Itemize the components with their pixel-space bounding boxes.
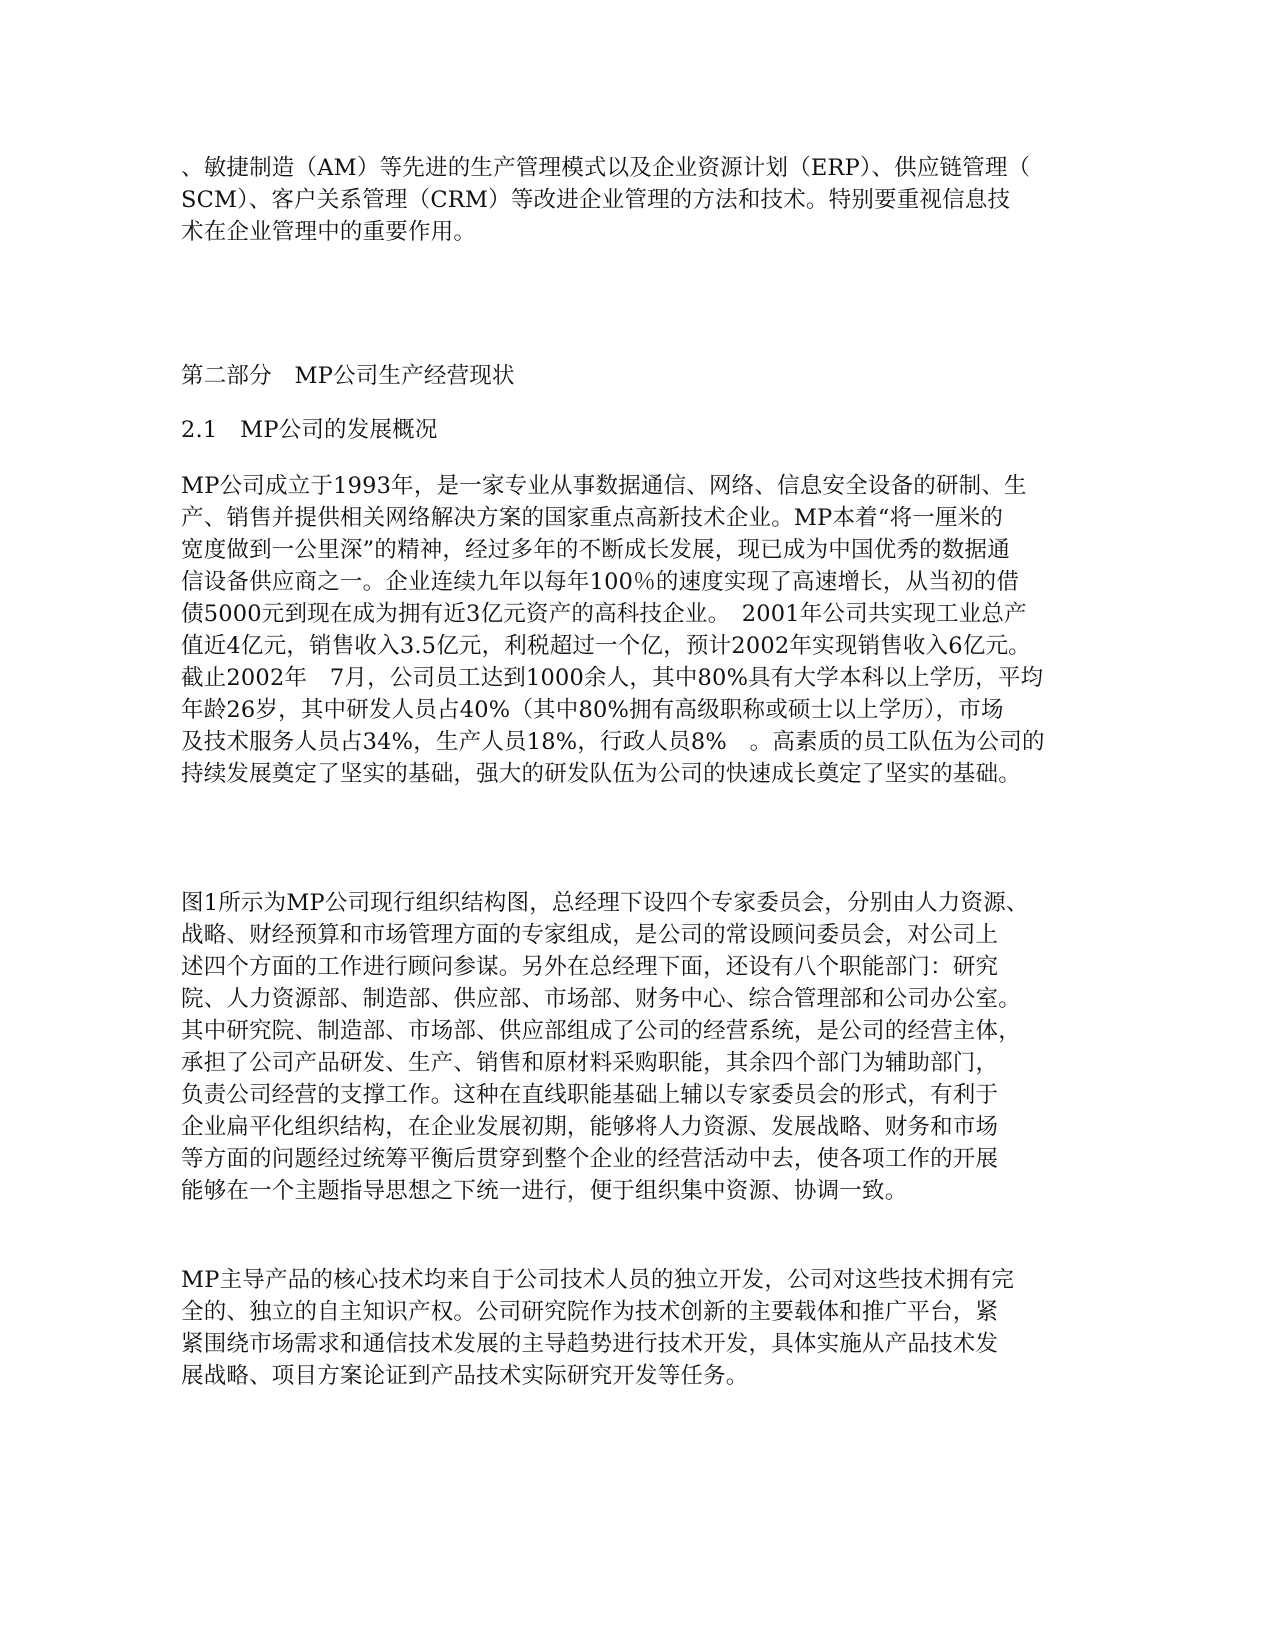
text-line: 院、人力资源部、制造部、供应部、市场部、财务中心、综合管理部和公司办公室。: [181, 986, 1021, 1012]
text-line: 承担了公司产品研发、生产、销售和原材料采购职能，其余四个部门为辅助部门，: [181, 1050, 999, 1076]
text-line: 、敏捷制造（AM）等先进的生产管理模式以及企业资源计划（ERP）、供应链管理（: [181, 155, 1031, 181]
text-line: 企业扁平化组织结构，在企业发展初期，能够将人力资源、发展战略、财务和市场: [181, 1114, 999, 1140]
part-heading-text: 第二部分 MP公司生产经营现状: [181, 363, 515, 389]
section-heading-text: 2.1 MP公司的发展概况: [181, 417, 438, 443]
text-line: 债5000元到现在成为拥有近3亿元资产的高科技企业。 2001年公司共实现工业总产: [181, 601, 1027, 627]
text-line: 年龄26岁，其中研发人员占40%（其中80%拥有高级职称或硕士以上学历），市场: [181, 697, 1004, 723]
text-line: 全的、独立的自主知识产权。公司研究院作为技术创新的主要载体和推广平台，紧: [181, 1299, 999, 1325]
text-line: 展战略、项目方案论证到产品技术实际研究开发等任务。: [181, 1363, 749, 1389]
text-line: 战略、财经预算和市场管理方面的专家组成，是公司的常设顾问委员会，对公司上: [181, 922, 999, 948]
core-technology-paragraph: [181, 1264, 1061, 1392]
text-line: 紧围绕市场需求和通信技术发展的主导趋势进行技术开发，具体实施从产品技术发: [181, 1331, 999, 1357]
text-line: 值近4亿元，销售收入3.5亿元，利税超过一个亿，预计2002年实现销售收入6亿元。: [181, 633, 1031, 659]
text-line: 负责公司经营的支撑工作。这种在直线职能基础上辅以专家委员会的形式，有利于: [181, 1082, 999, 1108]
section-heading: [181, 414, 1061, 446]
text-line: 持续发展奠定了坚实的基础，强大的研发队伍为公司的快速成长奠定了坚实的基础。: [181, 761, 1021, 787]
text-line: SCM）、客户关系管理（CRM）等改进企业管理的方法和技术。特别要重视信息技: [181, 187, 1011, 213]
text-line: 产、销售并提供相关网络解决方案的国家重点高新技术企业。MP本着“将一厘米的: [181, 505, 1004, 531]
text-line: 等方面的问题经过统筹平衡后贯穿到整个企业的经营活动中去，使各项工作的开展: [181, 1146, 999, 1172]
text-line: 及技术服务人员占34%，生产人员18%，行政人员8% 。高素质的员工队伍为公司的: [181, 729, 1045, 755]
text-line: 能够在一个主题指导思想之下统一进行，便于组织集中资源、协调一致。: [181, 1178, 908, 1204]
text-line: 其中研究院、制造部、市场部、供应部组成了公司的经营系统，是公司的经营主体，: [181, 1018, 1021, 1044]
text-line: 述四个方面的工作进行顾问参谋。另外在总经理下面，还设有八个职能部门：研究: [181, 954, 999, 980]
org-structure-paragraph: [181, 887, 1061, 1207]
part-heading: [181, 360, 1061, 392]
intro-paragraph: [181, 152, 1061, 248]
text-line: 宽度做到一公里深”的精神，经过多年的不断成长发展，现已成为中国优秀的数据通: [181, 537, 1010, 563]
text-line: MP主导产品的核心技术均来自于公司技术人员的独立开发，公司对这些技术拥有完: [181, 1267, 1015, 1293]
text-line: 截止2002年 7月，公司员工达到1000余人，其中80%具有大学本科以上学历，平均: [181, 665, 1044, 691]
text-line: MP公司成立于1993年，是一家专业从事数据通信、网络、信息安全设备的研制、生: [181, 473, 1027, 499]
text-line: 图1所示为MP公司现行组织结构图，总经理下设四个专家委员会，分别由人力资源、: [181, 890, 1029, 916]
text-line: 术在企业管理中的重要作用。: [181, 219, 477, 245]
text-line: 信设备供应商之一。企业连续九年以每年100％的速度实现了高速增长，从当初的借: [181, 569, 1020, 595]
company-overview-paragraph: [181, 470, 1061, 790]
